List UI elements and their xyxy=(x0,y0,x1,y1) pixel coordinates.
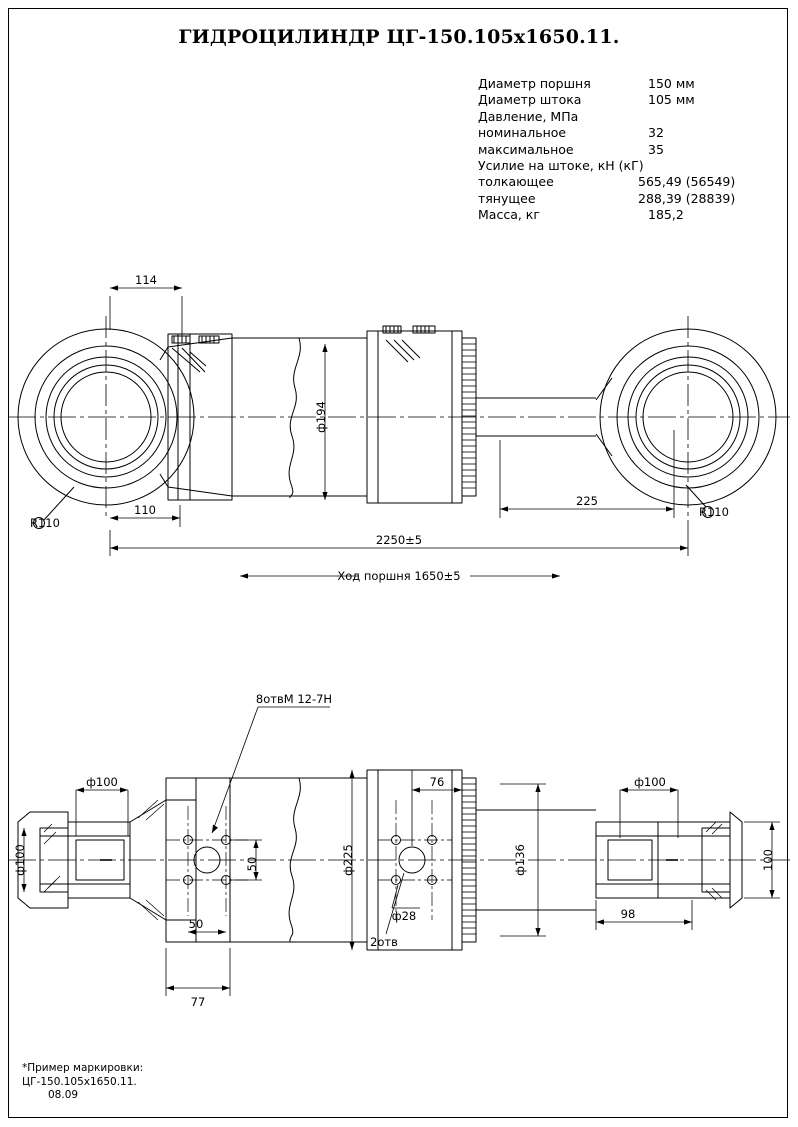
spec-value: 105 мм xyxy=(648,92,695,108)
dim-50-vertical: 50 xyxy=(245,856,259,872)
dim-d28: ф28 xyxy=(391,909,417,923)
spec-value: 185,2 xyxy=(648,207,684,223)
spec-label: Усилие на штоке, кН (кГ) xyxy=(478,157,644,173)
dim-110: 110 xyxy=(134,503,156,517)
dim-piston-stroke: Ход поршня 1650±5 xyxy=(337,569,461,583)
spec-label: номинальное xyxy=(478,125,567,141)
spec-label: Диаметр поршня xyxy=(478,76,591,91)
dim-d100-right: ф100 xyxy=(634,775,666,789)
spec-label: максимальное xyxy=(478,141,574,157)
marking-line-3: 08.09 xyxy=(48,1089,79,1101)
spec-value: 32 xyxy=(648,125,664,141)
spec-label: Давление, МПа xyxy=(478,108,579,124)
dim-76: 76 xyxy=(429,775,445,789)
dim-total-length: 2250±5 xyxy=(375,533,423,547)
dim-114: 114 xyxy=(135,273,157,287)
dim-d225: ф225 xyxy=(341,844,355,876)
spec-value: 288,39 (28839) xyxy=(638,190,736,206)
dim-d136: ф136 xyxy=(513,844,527,876)
dim-98: 98 xyxy=(620,907,636,921)
label-radius-right: R110 xyxy=(699,505,729,519)
note-2-holes: 2отв xyxy=(370,935,398,949)
spec-label: тянущее xyxy=(478,190,536,206)
dim-d100-left: ф100 xyxy=(86,775,118,789)
dim-77: 77 xyxy=(190,995,206,1009)
marking-line-1: *Пример маркировки: xyxy=(22,1062,144,1074)
marking-note xyxy=(22,1062,143,1103)
dim-100-right: 100 xyxy=(761,849,775,871)
spec-value: 150 мм xyxy=(648,76,695,91)
note-thread: 8отвM 12-7H xyxy=(255,692,333,706)
spec-label: толкающее xyxy=(478,174,554,190)
page-title: ГИДРОЦИЛИНДР ЦГ-150.105х1650.11. xyxy=(178,26,620,48)
spec-value: 565,49 (56549) xyxy=(638,174,736,190)
dim-d194: ф194 xyxy=(314,401,328,433)
spec-label: Диаметр штока xyxy=(478,92,582,108)
spec-value: 35 xyxy=(648,141,664,157)
dim-d100-left-vertical: ф100 xyxy=(13,844,27,876)
dim-50-horizontal: 50 xyxy=(188,917,204,931)
label-radius-left: R110 xyxy=(30,516,60,530)
spec-label: Масса, кг xyxy=(478,207,540,223)
marking-line-2: ЦГ-150.105х1650.11. xyxy=(22,1075,137,1088)
dim-225: 225 xyxy=(576,494,598,508)
